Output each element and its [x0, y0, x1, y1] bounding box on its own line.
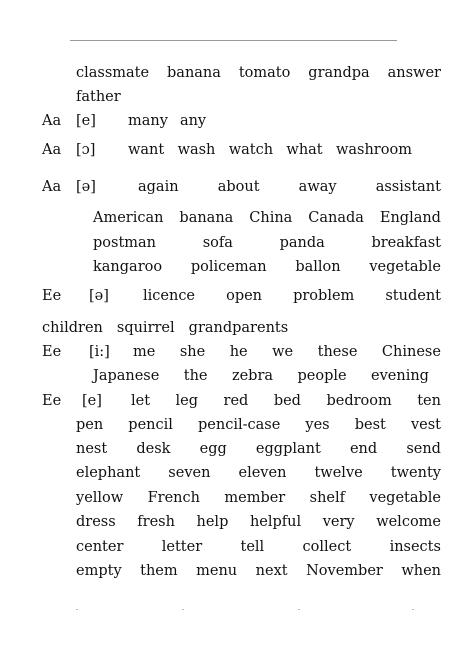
vocab-word: he	[229, 344, 248, 360]
word-line	[76, 418, 441, 433]
vocab-word: welcome	[376, 514, 441, 530]
vocab-word: Japanese	[93, 368, 160, 384]
vocab-word: bedroom	[326, 393, 392, 409]
letter-label: Ee	[42, 288, 62, 304]
vocab-word: wash	[177, 142, 216, 158]
vocab-word: when	[401, 563, 441, 579]
vocab-word: classmate	[76, 65, 150, 81]
vocab-word: want	[128, 142, 165, 158]
vocab-word: yes	[305, 417, 330, 433]
vocab-word: empty	[76, 563, 122, 579]
word-line	[131, 394, 441, 409]
vocab-word: egg	[199, 441, 227, 457]
vocab-word: sofa	[202, 235, 233, 251]
vocab-word: insects	[389, 539, 441, 555]
vocab-word: banana	[167, 65, 221, 81]
vocab-word: November	[306, 563, 383, 579]
word-line	[76, 466, 441, 481]
letter-label: Ee	[42, 393, 62, 409]
vocab-word: seven	[168, 465, 211, 481]
vocab-word: breakfast	[371, 235, 441, 251]
word-line	[93, 260, 441, 275]
vocab-word: China	[249, 210, 293, 226]
vocab-word: shelf	[309, 490, 345, 506]
word-line	[76, 90, 121, 105]
vocab-word: policeman	[190, 259, 267, 275]
vocab-word: red	[223, 393, 249, 409]
vocab-word: Canada	[308, 210, 364, 226]
vocab-word: vegetable	[369, 259, 441, 275]
word-line	[76, 515, 441, 530]
phonetic-symbol: [ɔ]	[76, 142, 96, 158]
vocab-word: let	[131, 393, 151, 409]
vocab-word: zebra	[231, 368, 274, 384]
vocab-word: watch	[228, 142, 274, 158]
vocab-word: helpful	[249, 514, 302, 530]
phonetic-symbol: [ə]	[89, 288, 109, 304]
vocab-word: open	[226, 288, 263, 304]
vocab-word: collect	[302, 539, 352, 555]
vocab-word: pencil-case	[198, 417, 281, 433]
word-line	[76, 442, 441, 457]
vocab-word: ballon	[295, 259, 341, 275]
vocab-word: center	[76, 539, 124, 555]
vocab-word: elephant	[76, 465, 141, 481]
vocab-word: banana	[179, 210, 234, 226]
letter-label: Ee	[42, 344, 62, 360]
word-line	[93, 369, 429, 384]
vocab-word: menu	[196, 563, 238, 579]
word-line	[128, 114, 206, 129]
vocab-word: we	[272, 344, 294, 360]
vocab-word: very	[322, 514, 355, 530]
vocab-word: next	[255, 563, 288, 579]
word-line	[93, 236, 441, 251]
vocab-word: grandpa	[308, 65, 370, 81]
vocab-word: again	[138, 179, 179, 195]
vocab-word: kangaroo	[93, 259, 163, 275]
vocab-word: twelve	[314, 465, 363, 481]
vocab-word: student	[385, 288, 441, 304]
vocab-word: problem	[293, 288, 355, 304]
scan-speck	[76, 609, 78, 610]
vocab-word: member	[224, 490, 286, 506]
word-line	[76, 491, 441, 506]
vocab-word: many	[128, 113, 168, 129]
vocab-word: answer	[387, 65, 441, 81]
letter-label: Aa	[42, 142, 62, 158]
letter-label: Aa	[42, 179, 62, 195]
vocab-word: father	[76, 89, 121, 105]
vocab-word: twenty	[390, 465, 441, 481]
vocab-word: tomato	[238, 65, 291, 81]
word-line	[93, 211, 441, 226]
vocab-word: grandparents	[188, 320, 289, 336]
vocab-word: eleven	[238, 465, 287, 481]
word-line	[76, 540, 441, 555]
vocab-word: vest	[410, 417, 441, 433]
vocab-word: yellow	[76, 490, 124, 506]
vocab-word: squirrel	[116, 320, 175, 336]
scan-speck	[412, 609, 414, 610]
vocab-word: people	[297, 368, 347, 384]
word-line	[143, 289, 441, 304]
vocab-word: best	[354, 417, 386, 433]
phonetic-symbol: [e]	[82, 393, 102, 409]
vocab-word: postman	[93, 235, 157, 251]
vocab-word: send	[406, 441, 441, 457]
vocab-word: these	[317, 344, 358, 360]
vocab-word: children	[42, 320, 103, 336]
vocab-word: vegetable	[369, 490, 441, 506]
vocab-word: tell	[240, 539, 265, 555]
word-line	[42, 321, 288, 336]
vocab-word: me	[133, 344, 156, 360]
vocab-word: desk	[136, 441, 171, 457]
vocab-word: them	[140, 563, 178, 579]
phonetic-symbol: [i:]	[89, 344, 110, 360]
vocab-word: letter	[161, 539, 203, 555]
vocab-word: Chinese	[381, 344, 441, 360]
vocab-word: evening	[371, 368, 429, 384]
vocab-word: pen	[76, 417, 104, 433]
word-line	[76, 66, 441, 81]
word-line	[128, 143, 412, 158]
vocab-word: ten	[417, 393, 441, 409]
phonetic-symbol: [ə]	[76, 179, 96, 195]
letter-label: Aa	[42, 113, 62, 129]
vocab-word: eggplant	[255, 441, 321, 457]
vocab-word: help	[196, 514, 229, 530]
vocab-word: panda	[279, 235, 325, 251]
word-line	[133, 345, 441, 360]
vocab-word: nest	[76, 441, 108, 457]
vocab-word: end	[349, 441, 378, 457]
scan-speck	[182, 609, 184, 610]
vocab-word: bed	[273, 393, 301, 409]
vocab-word: assistant	[375, 179, 441, 195]
vocab-word: she	[179, 344, 206, 360]
vocab-word: leg	[175, 393, 199, 409]
scan-speck	[298, 609, 300, 610]
vocab-word: washroom	[335, 142, 412, 158]
vocab-word: what	[286, 142, 323, 158]
vocab-word: England	[379, 210, 441, 226]
vocab-word: about	[217, 179, 260, 195]
vocab-word: fresh	[137, 514, 175, 530]
vocab-word: the	[183, 368, 208, 384]
word-line	[138, 180, 441, 195]
header-rule	[70, 40, 397, 41]
vocab-word: dress	[76, 514, 116, 530]
phonetic-symbol: [e]	[76, 113, 96, 129]
vocab-word: French	[147, 490, 200, 506]
vocab-word: any	[179, 113, 207, 129]
vocab-word: pencil	[128, 417, 173, 433]
vocab-word: American	[93, 210, 164, 226]
vocab-word: licence	[143, 288, 196, 304]
word-line	[76, 564, 441, 579]
vocab-word: away	[298, 179, 337, 195]
